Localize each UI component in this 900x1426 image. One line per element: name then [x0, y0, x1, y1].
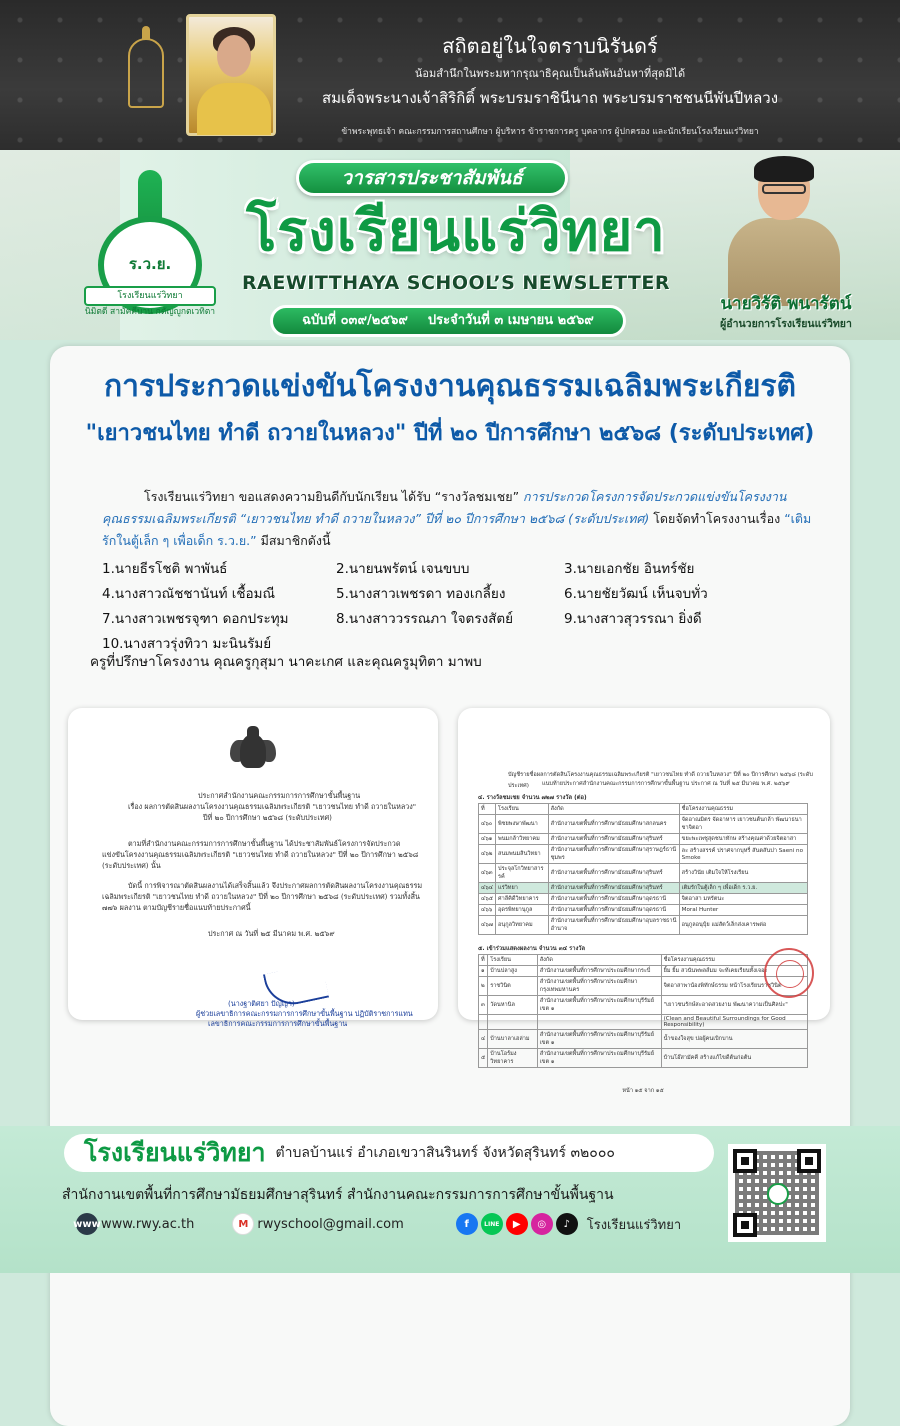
- doc-para-2a: บัดนี้ การพิจารณาตัดสินผลงานได้เสร็จสิ้นแล้ว จึงประกาศผลการตัดสินผลงานโครงงานคุณธรรม: [128, 881, 423, 890]
- column-header: โรงเรียน: [496, 804, 549, 815]
- headline-line-2: "เยาวชนไทย ทำดี ถวายในหลวง" ปีที่ ๒๐ ปีการศึกษา ๒๕๖๘ (ระดับประเทศ): [85, 421, 815, 446]
- table-cell: สำนักงานเขตพื้นที่การศึกษามัธยมศึกษาอุดรธานี: [548, 894, 679, 905]
- table-cell: ๑: [479, 966, 488, 977]
- table-cell: อุดรพิทยานุกูล: [496, 905, 549, 916]
- table-row: [479, 1015, 808, 1030]
- results-section-1: ๔. รางวัลชมเชย จำนวน ๗๒๗ รางวัล (ต่อ): [478, 795, 587, 801]
- table-row: [479, 834, 808, 845]
- table-row: [479, 1030, 808, 1049]
- director-title: ผู้อำนวยการโรงเรียนแร่วิทยา: [720, 318, 852, 330]
- article-body: [102, 486, 822, 552]
- garuda-emblem-icon: [230, 726, 276, 776]
- portrait-face: [217, 35, 251, 77]
- table-cell: (Clean and Beautiful Surroundings for Good Responsibility): [661, 1015, 807, 1030]
- table-cell: สำนักงานเขตพื้นที่การศึกษาประถมศึกษาบุรีรัมย์ เขต ๑: [537, 996, 661, 1015]
- doc-signer: (นางฐาติศยา ปัญญา): [228, 999, 295, 1008]
- logo-initials: ร.ว.ย.: [114, 252, 186, 276]
- column-header: ชื่อโครงงานคุณธรรม: [679, 804, 807, 815]
- table-cell: สำนักงานเขตพื้นที่การศึกษามัธยมศึกษาสุรินทร์: [548, 864, 679, 883]
- article-headline: [50, 362, 850, 456]
- table-cell: "เยาวชนรักษ์สะอาดสวยงาม พัฒนาความเป็นศิลปะ": [661, 996, 807, 1015]
- table-cell: ยิ้ม ยิ้ม สวนันพพลส์มม จะท้เคยเรียนทั้งเจอะ: [661, 966, 807, 977]
- qr-finder: [797, 1149, 821, 1173]
- director-name: นายวิรัติ พนารัตน์: [720, 294, 852, 314]
- table-cell: จิตอาสาพาน้องพิทักษ์ธรรม หน้าโรงเรียนราชวินิต: [661, 977, 807, 996]
- banner-line-4: ข้าพระพุทธเจ้า คณะกรรมการสถานศึกษา ผู้บริหาร ข้าราชการครู บุคลากร ผู้ปกครอง และนักเรียนโรงเรียนแร่วิทยา: [341, 127, 759, 137]
- table-cell: ๕: [479, 1049, 488, 1068]
- column-header: ที่: [479, 955, 488, 966]
- qr-logo-icon: [767, 1183, 789, 1205]
- column-header: สังกัด: [537, 955, 661, 966]
- official-stamp-icon: [764, 948, 814, 998]
- portrait-hair: [754, 156, 814, 182]
- table-cell: สำนักงานเขตพื้นที่การศึกษาประถมศึกษาบุรีรัมย์ เขต ๑: [537, 1030, 661, 1049]
- top-banner: [0, 0, 900, 150]
- table-row: [479, 864, 808, 883]
- article-project-name: “เติมรักในตู้เล็ก ๆ เพื่อเด็ก ร.ว.ย.”: [102, 511, 812, 548]
- column-header: ที่: [479, 804, 496, 815]
- results-page-number: หน้า ๑๕ จาก ๑๕: [622, 1088, 664, 1094]
- glasses-icon: [762, 184, 806, 194]
- table-cell: อนุกูลอนุบุ้ย แม่สัตว์เล็กส่งเคารพต่อ: [679, 916, 807, 935]
- newsletter-subtitle: วารสารประชาสัมพันธ์: [296, 160, 568, 196]
- table-cell: สำนักงานเขตพื้นที่การศึกษามัธยมศึกษาสุราษฎร์ธานี ชุมพร: [548, 845, 679, 864]
- table-cell: พิชยพงษาพัฒนา: [496, 815, 549, 834]
- table-row: [479, 977, 808, 996]
- table-cell: อนุกูลวิทยาคม: [496, 916, 549, 935]
- announcement-document: [68, 708, 438, 1028]
- table-cell: ๔๖๔: [479, 883, 496, 894]
- article-contest-name: การประกวดโครงการจัดประกวดแข่งขันโครงงานคุณธรรมเฉลิมพระเกียรติ “เยาวชนไทย ทำดี ถวายในหลวง” ปีที่ ๒๐ ปีการศึกษา ๒๕๖๘ (ระดับประเทศ): [102, 489, 787, 526]
- newsletter-english-title: RAEWITTHAYA SCHOOL’S NEWSLETTER: [242, 272, 670, 294]
- table-cell: ๔๖๐: [479, 815, 496, 834]
- doc-para-1b: แข่งขันโครงงานคุณธรรมเฉลิมพระเกียรติ "เยาวชนไทย ทำดี ถวายในหลวง" ปีที่ ๒๐ ปีการศึกษา ๒๕๖๘: [102, 850, 419, 859]
- member-row: [102, 557, 822, 582]
- doc-dated: ประกาศ ณ วันที่ ๒๕ มีนาคม พ.ศ. ๒๕๖๙: [208, 929, 335, 938]
- banner-line-3: สมเด็จพระนางเจ้าสิริกิติ์ พระบรมราชินีนาถ พระบรมราชชนนีพันปีหลวง: [321, 89, 779, 107]
- table-cell: สำนักงานเขตพื้นที่การศึกษามัธยมศึกษาสกลนคร: [548, 815, 679, 834]
- issue-number: ฉบับที่ ๐๓๙/๒๕๖๙: [302, 313, 408, 328]
- banner-line-1: สถิตอยู่ในใจตราบนิรันดร์: [442, 34, 658, 58]
- instagram-icon[interactable]: ◎: [531, 1213, 553, 1235]
- doc-heading-2: เรื่อง ผลการตัดสินผลงานโครงงานคุณธรรมเฉลิมพระเกียรติ "เยาวชนไทย ทำดี ถวายในหลวง": [128, 802, 417, 811]
- headline-line-1: การประกวดแข่งขันโครงงานคุณธรรมเฉลิมพระเกียรติ: [104, 369, 796, 404]
- table-row: [479, 905, 808, 916]
- list-item: 6.นายชัยวัฒน์ เห็นจบทั่ว: [564, 586, 708, 602]
- doc-heading-3: ปีที่ ๒๐ ปีการศึกษา ๒๕๖๘ (ระดับประเทศ): [203, 813, 332, 822]
- table-cell: [537, 1015, 661, 1030]
- table-cell: สำนักงานเขตพื้นที่การศึกษาประถมศึกษากระบี่: [537, 966, 661, 977]
- banner-line-2: น้อมสำนึกในพระมหากรุณาธิคุณเป็นล้นพ้นอันหาที่สุดมิได้: [414, 67, 686, 80]
- website-link[interactable]: www.rwy.ac.th: [101, 1216, 195, 1232]
- table-cell: ๓: [479, 996, 488, 1015]
- list-item: 3.นายเอกชัย อินทร์ชัย: [564, 561, 695, 577]
- table-cell: บ้านปลาสูง: [488, 966, 537, 977]
- garuda-body: [240, 734, 266, 768]
- doc-para-1c: (ระดับประเทศ) นั้น: [102, 861, 161, 870]
- table-cell: พนมกล้าวิทยาคม: [496, 834, 549, 845]
- article-intro: โรงเรียนแร่วิทยา ขอแสดงความยินดีกับนักเรียน ได้รับ “รางวัลชมเชย”: [144, 489, 520, 504]
- portrait-dress: [197, 83, 271, 135]
- article-members-label: มีสมาชิกดังนี้: [260, 533, 331, 548]
- member-row: [102, 607, 822, 632]
- table-cell: บ้านบาลาเฮล่าม: [488, 1030, 537, 1049]
- doc-heading-1: ประกาศสำนักงานคณะกรรมการการศึกษาขั้นพื้นฐาน: [198, 791, 361, 800]
- gmail-icon: M: [232, 1213, 254, 1235]
- social-account-name: โรงเรียนแร่วิทยา: [586, 1217, 682, 1233]
- issue-date: ประจำวันที่ ๓ เมษายน ๒๕๖๙: [427, 313, 594, 328]
- footer-contacts: [73, 1210, 736, 1238]
- member-row: [102, 582, 822, 607]
- results-table: [478, 803, 808, 935]
- queen-portrait: [186, 14, 276, 136]
- results-title-1: บัญชีรายชื่อผลการตัดสินโครงงานคุณธรรมเฉลิมพระเกียรติ "เยาวชนไทย ทำดี ถวายในหลวง" ปีที่ ๒๐ ปีการศึกษา ๒๕๖๘ (ระดับประเทศ): [508, 772, 813, 789]
- table-cell: สร้างวินัย เติมใจให้โรงเรียน: [679, 864, 807, 883]
- list-item: 2.นายนพรัตน์ เจนขบบ: [336, 561, 470, 577]
- youtube-icon[interactable]: ▶: [506, 1213, 528, 1235]
- table-cell: สำนักงานเขตพื้นที่การศึกษามัธยมศึกษาสุรินทร์: [548, 883, 679, 894]
- table-row: [479, 1049, 808, 1068]
- list-item: 8.นางสาววรรณภา ใจตรงสัตย์: [336, 611, 514, 627]
- table-cell: เติมรักในตู้เล็ก ๆ เพื่อเด็ก ร.ว.ย.: [679, 883, 807, 894]
- table-cell: ๒: [479, 977, 488, 996]
- list-item: 10.นางสาวรุ่งทิวา มะนินรัมย์: [102, 636, 272, 652]
- email-link[interactable]: rwyschool@gmail.com: [257, 1216, 404, 1232]
- member-list: [102, 557, 822, 657]
- table-row: [479, 894, 808, 905]
- table-row-highlighted: [479, 883, 808, 894]
- director-portrait: [722, 156, 847, 306]
- qr-finder: [733, 1213, 757, 1237]
- table-cell: [479, 1015, 488, 1030]
- list-item: 7.นางสาวเพชรจุฑา ดอกประทุม: [102, 611, 289, 627]
- column-header: สังกัด: [548, 804, 679, 815]
- table-row: [479, 916, 808, 935]
- table-cell: ๔๖๗: [479, 916, 496, 935]
- list-item: 9.นางสาวสุวรรณา ยิ่งดี: [564, 611, 702, 627]
- results-table-1: [478, 794, 808, 1097]
- footer-address: ตำบลบ้านแร่ อำเภอเขวาสินรินทร์ จังหวัดสุรินทร์ ๓๒๐๐๐: [275, 1145, 615, 1161]
- results-table-2: [478, 954, 808, 1068]
- school-logo: [84, 170, 216, 317]
- table-cell: ๔: [479, 1030, 488, 1049]
- advisors-text: ครูที่ปรึกษาโครงงาน คุณครูกุสุมา นาคะเกศ และคุณครูมุทิตา มาพบ: [90, 654, 482, 670]
- logo-ribbon: โรงเรียนแร่วิทยา: [84, 286, 216, 306]
- table-cell: แร่วิทยา: [496, 883, 549, 894]
- table-cell: ๔๖๒: [479, 845, 496, 864]
- column-header: โรงเรียน: [488, 955, 537, 966]
- table-cell: สำนักงานเขตพื้นที่การศึกษามัธยมศึกษาสุรินทร์: [548, 834, 679, 845]
- footer-school-name: โรงเรียนแร่วิทยา: [84, 1138, 266, 1167]
- garuda-crown: [247, 726, 259, 738]
- table-row: [479, 845, 808, 864]
- doc-signer-position-1: ผู้ช่วยเลขาธิการคณะกรรมการการศึกษาขั้นพื้นฐาน ปฏิบัติราชการแทน: [196, 1009, 413, 1018]
- table-cell: ๔๖๖: [479, 905, 496, 916]
- footer-office: สำนักงานเขตพื้นที่การศึกษามัธยมศึกษาสุรินทร์ สำนักงานคณะกรรมการการศึกษาขั้นพื้นฐาน: [62, 1187, 614, 1203]
- table-header-row: [479, 955, 808, 966]
- table-row: [479, 966, 808, 977]
- table-cell: ขยะพะเพชูสุดชนาทักษ สร้างคุณค่าด้วยจิตอาสา: [679, 834, 807, 845]
- list-item: 1.นายธีรโชติ พาพันธ์: [102, 561, 228, 577]
- qr-code[interactable]: [728, 1144, 826, 1242]
- doc-para-2b: เฉลิมพระเกียรติ "เยาวชนไทย ทำดี ถวายในหลวง" ปีที่ ๒๐ ปีการศึกษา ๒๕๖๘ (ระดับประเทศ) รวมทั้งสิ้น: [102, 892, 420, 901]
- table-cell: สำนักงานเขตพื้นที่การศึกษาประถมศึกษาบุรีรัมย์ เขต ๑: [537, 1049, 661, 1068]
- globe-icon: www: [76, 1213, 98, 1235]
- issue-info: [270, 305, 626, 337]
- table-cell: Moral Hunter: [679, 905, 807, 916]
- results-title-2: แนบท้ายประกาศสำนักงานคณะกรรมการการศึกษาขั้นพื้นฐาน ประกาศ ณ วันที่ ๒๕ มีนาคม พ.ศ. ๒๕๖๙: [542, 781, 790, 787]
- doc-para-2c: ๗๗๖ ผลงาน ตามบัญชีรายชื่อแนบท้ายประกาศนี้: [102, 903, 251, 912]
- table-cell: จิตอาสา มหรัตนะ: [679, 894, 807, 905]
- table-row: [479, 996, 808, 1015]
- column-header: ชื่อโครงงานคุณธรรม: [661, 955, 807, 966]
- table-cell: ๔๖๑: [479, 834, 496, 845]
- results-document: [458, 708, 830, 1094]
- table-cell: สนมพนมสินวิทยา: [496, 845, 549, 864]
- table-cell: ประจุลโกวิทยาสารรค์: [496, 864, 549, 883]
- table-cell: บ้านโอ๊สามัคคี สร้างแก้ไขดีต้นก่อต้น: [661, 1049, 807, 1068]
- doc-para-1a: ตามที่สำนักงานคณะกรรมการการศึกษาขั้นพื้นฐาน ได้ประชาสัมพันธ์โครงการจัดประกวด: [128, 839, 401, 848]
- logo-motto: นิมิตดี สามัคคีบาน กตัญญูกตเวทิตา: [84, 307, 216, 317]
- table-cell: ๔๖๓: [479, 864, 496, 883]
- royal-emblem-icon: [128, 38, 164, 108]
- line-icon[interactable]: LINE: [481, 1213, 503, 1235]
- list-item: 4.นางสาวณัชชานันท์ เชื้อมณี: [102, 586, 276, 602]
- table-cell: จัดอาณมิตร จัดอาหาร เยาวชนต้นกล้า พัฒนาธนาชาจิตอา: [679, 815, 807, 834]
- qr-finder: [733, 1149, 757, 1173]
- tiktok-icon[interactable]: ♪: [556, 1213, 578, 1235]
- results-section-2: ๕. เข้าร่วมแสดงผลงาน จำนวน ๓๔ รางวัล: [478, 946, 586, 952]
- table-cell: ศาลีคิดีวิทยาคาร: [496, 894, 549, 905]
- doc-signer-position-2: เลขาธิการคณะกรรมการการศึกษาขั้นพื้นฐาน: [208, 1019, 348, 1028]
- table-cell: ละ สร้างสรรค์ ปราศจากบุหรี่ สันตสันปา Saeni no Smoke: [679, 845, 807, 864]
- table-cell: บ้านโอร์มงวิทยาคาร: [488, 1049, 537, 1068]
- table-cell: สำนักงานเขตพื้นที่การศึกษามัธยมศึกษาอุดรธานี: [548, 905, 679, 916]
- table-header-row: [479, 804, 808, 815]
- table-cell: ราชวินิต: [488, 977, 537, 996]
- table-cell: วัดนหานิล: [488, 996, 537, 1015]
- table-cell: ๔๖๕: [479, 894, 496, 905]
- list-item: 5.นางสาวเพชรดา ทองเกลี้ยง: [336, 586, 506, 602]
- facebook-icon[interactable]: f: [456, 1213, 478, 1235]
- article-project-label: โดยจัดทำโครงงานเรื่อง: [653, 511, 781, 526]
- table-cell: [488, 1015, 537, 1030]
- newsletter-title: โรงเรียนแร่วิทยา: [246, 199, 666, 264]
- table-cell: น้ำของใจสุข บ่อผู้คนเบิกบาน: [661, 1030, 807, 1049]
- footer-school-bar: [64, 1134, 714, 1172]
- table-row: [479, 815, 808, 834]
- table-cell: สำนักงานเขตพื้นที่การศึกษามัธยมศึกษาอุบลราชธานี อำนาจ: [548, 916, 679, 935]
- table-cell: สำนักงานเขตพื้นที่การศึกษาประถมศึกษากรุงเทพมหานคร: [537, 977, 661, 996]
